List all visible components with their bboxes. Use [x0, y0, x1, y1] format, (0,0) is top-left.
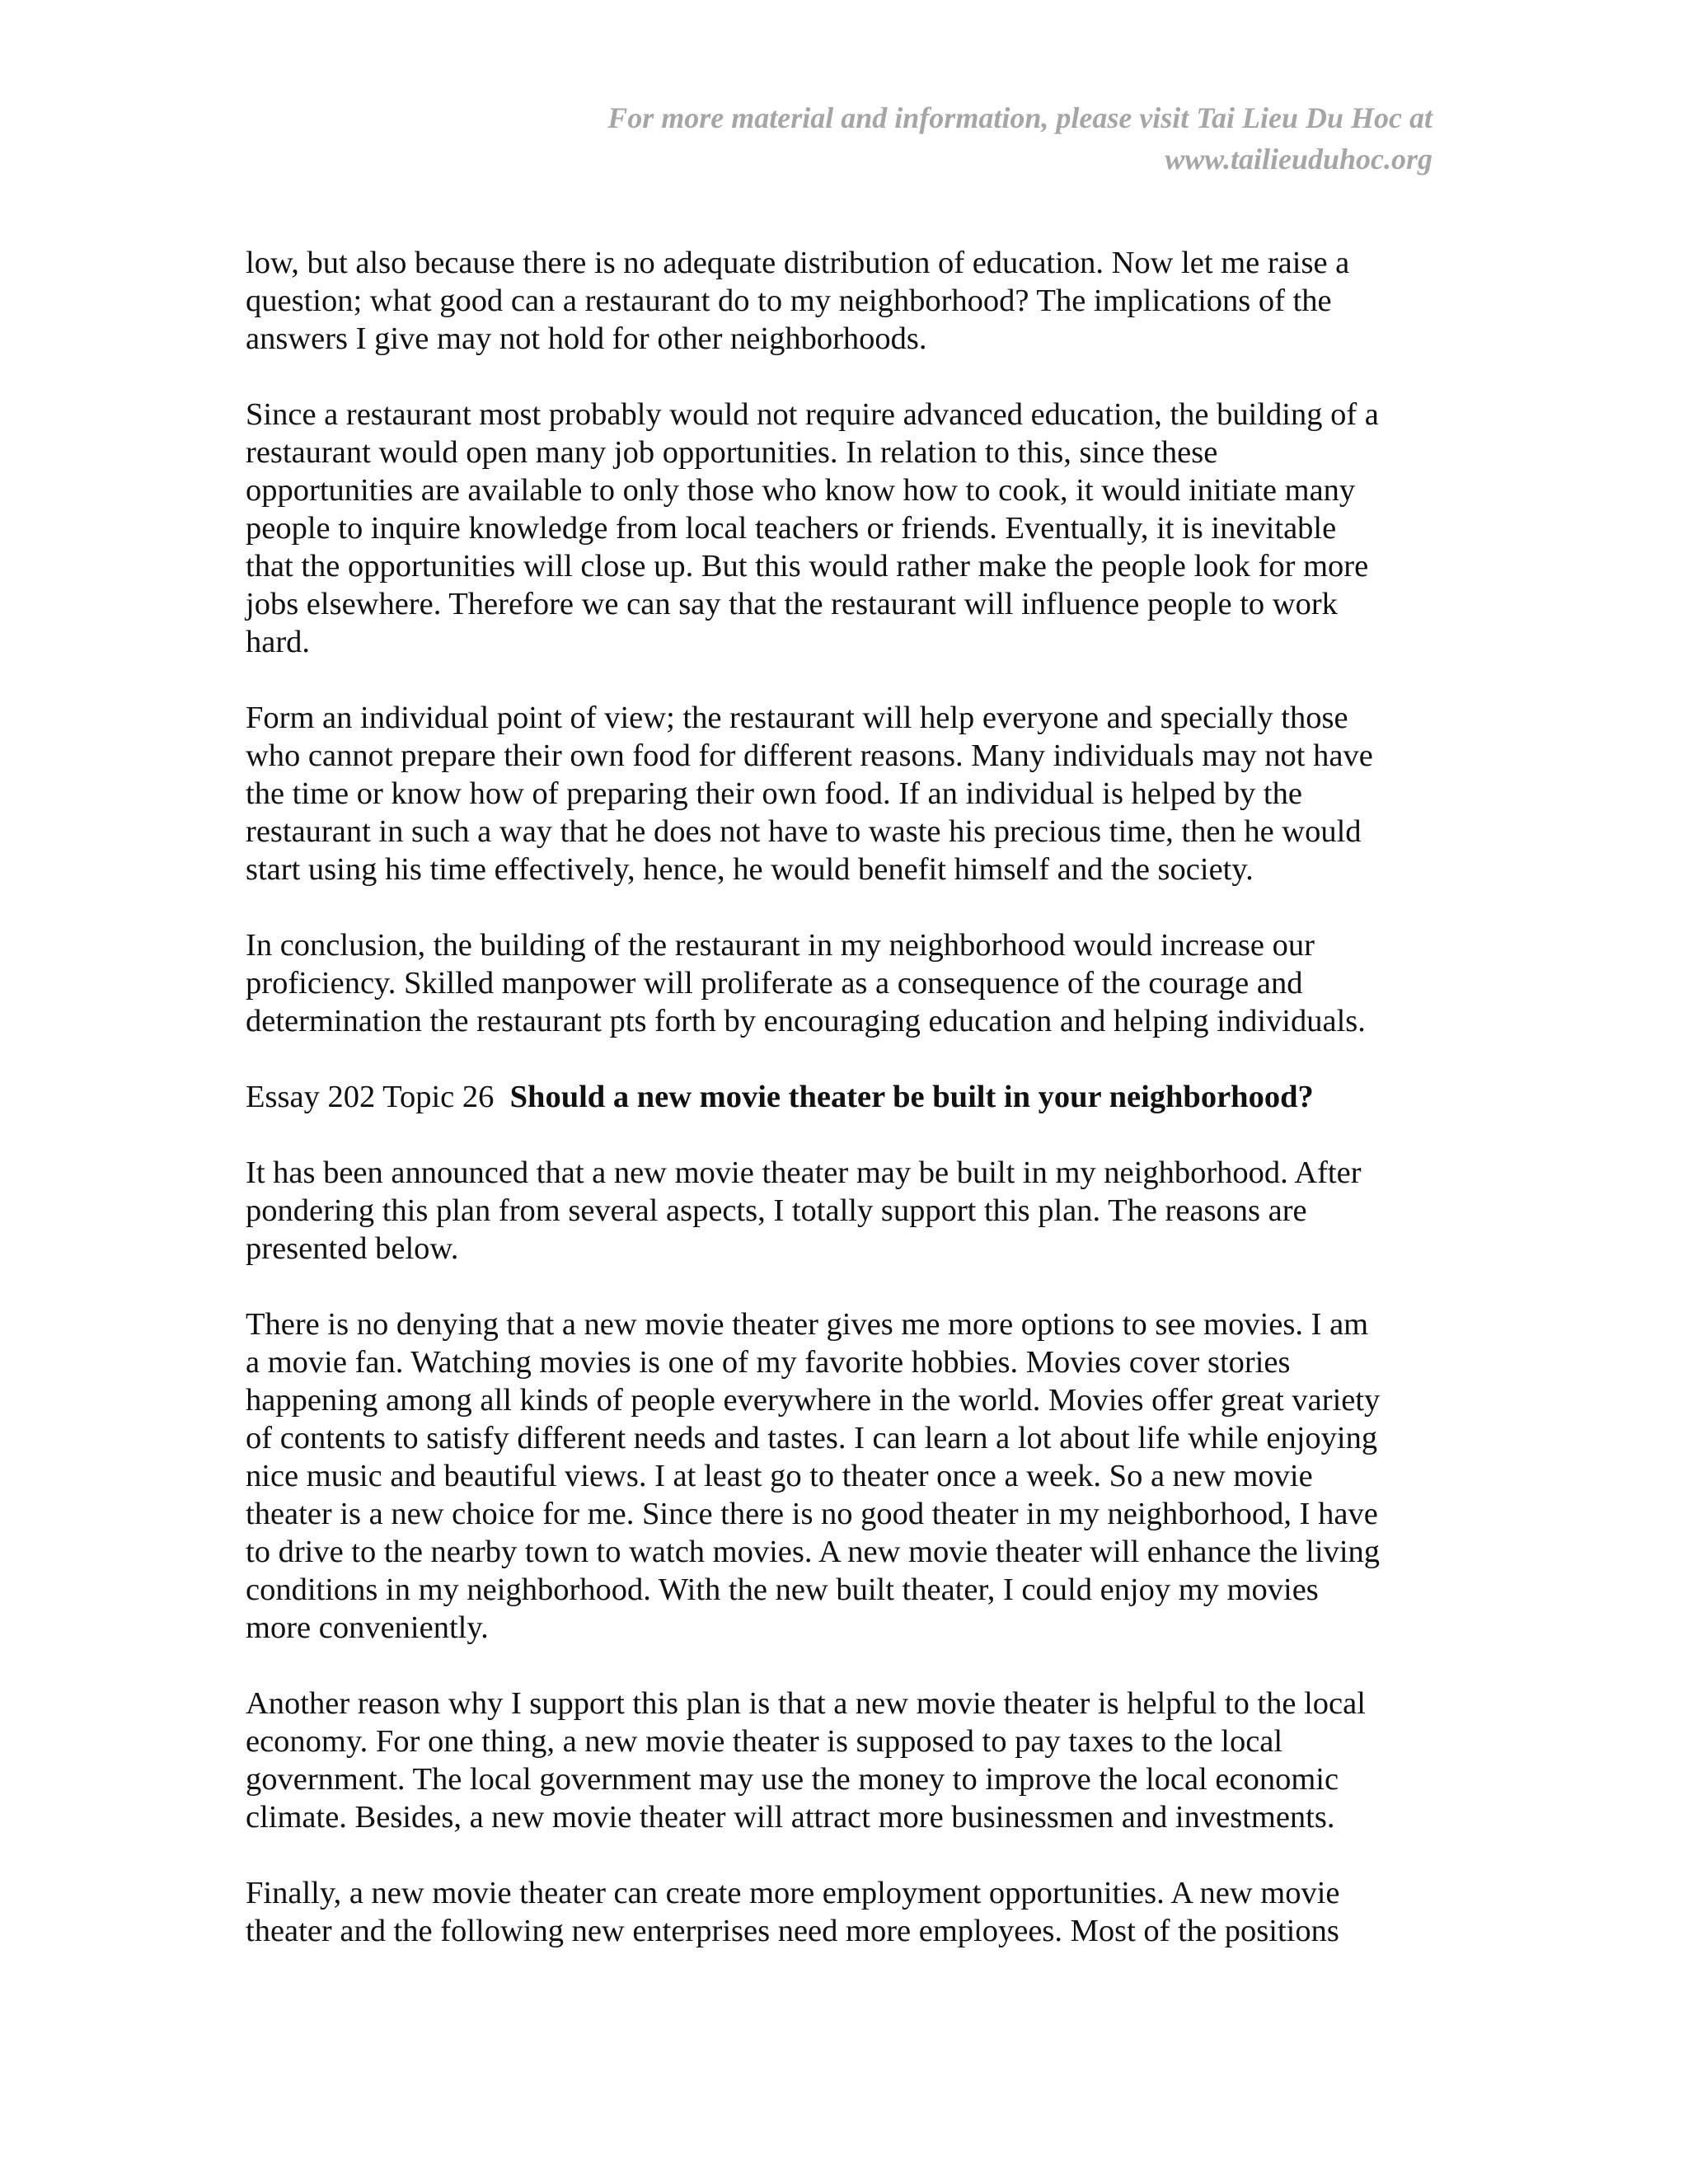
text-line: presented below.	[246, 1231, 459, 1266]
text-line: restaurant would open many job opportunities. In relation to this, since these	[246, 435, 1218, 470]
paragraph	[246, 1154, 1449, 1268]
text-line: opportunities are available to only those who know how to cook, it would initiate many	[246, 473, 1356, 508]
text-line: restaurant in such a way that he does not have to waste his precious time, then he would	[246, 814, 1362, 849]
text-line: a movie fan. Watching movies is one of my favorite hobbies. Movies cover stories	[246, 1345, 1291, 1380]
text-line: Another reason why I support this plan is that a new movie theater is helpful to the local	[246, 1686, 1366, 1721]
text-line: more conveniently.	[246, 1610, 489, 1645]
text-line: jobs elsewhere. Therefore we can say that the restaurant will influence people to work	[246, 587, 1338, 621]
header-line-1: For more material and information, please visit Tai Lieu Du Hoc at	[607, 101, 1432, 134]
text-line: It has been announced that a new movie theater may be built in my neighborhood. After	[246, 1155, 1362, 1190]
text-line: question; what good can a restaurant do to my neighborhood? The implications of the	[246, 284, 1332, 318]
text-line: determination the restaurant pts forth by encouraging education and helping individuals.	[246, 1004, 1366, 1038]
text-line: There is no denying that a new movie theater gives me more options to see movies. I am	[246, 1307, 1369, 1342]
text-line: nice music and beautiful views. I at least go to theater once a week. So a new movie	[246, 1459, 1313, 1493]
paragraph	[246, 1305, 1449, 1647]
paragraph	[246, 926, 1449, 1040]
text-line: low, but also because there is no adequate distribution of education. Now let me raise a	[246, 246, 1350, 280]
paragraph	[246, 396, 1449, 661]
text-line: pondering this plan from several aspects, I totally support this plan. The reasons are	[246, 1193, 1307, 1228]
text-line: economy. For one thing, a new movie theater is supposed to pay taxes to the local	[246, 1724, 1283, 1759]
text-line: government. The local government may use the money to improve the local economic	[246, 1762, 1339, 1797]
text-line: start using his time effectively, hence, he would benefit himself and the society.	[246, 852, 1254, 887]
text-line: of contents to satisfy different needs and tastes. I can learn a lot about life while enjoying	[246, 1421, 1378, 1455]
text-line: Finally, a new movie theater can create more employment opportunities. A new movie	[246, 1876, 1340, 1910]
text-line: happening among all kinds of people everywhere in the world. Movies offer great variety	[246, 1383, 1381, 1418]
paragraph	[246, 699, 1449, 888]
text-line: answers I give may not hold for other neighborhoods.	[246, 321, 927, 356]
text-line: theater is a new choice for me. Since there is no good theater in my neighborhood, I have	[246, 1497, 1378, 1531]
document-body	[246, 244, 1449, 1988]
text-line: theater and the following new enterprises need more employees. Most of the positions	[246, 1914, 1339, 1948]
text-line: who cannot prepare their own food for different reasons. Many individuals may not have	[246, 738, 1373, 773]
header-website: www.tailieuduhoc.org	[1165, 143, 1432, 176]
paragraph	[246, 1685, 1449, 1836]
text-line: climate. Besides, a new movie theater will attract more businessmen and investments.	[246, 1800, 1335, 1835]
text-line: hard.	[246, 625, 311, 659]
text-line: Form an individual point of view; the restaurant will help everyone and specially those	[246, 701, 1348, 735]
essay-title: Should a new movie theater be built in your neighborhood?	[509, 1080, 1314, 1114]
essay-number: Essay 202 Topic 26	[246, 1080, 495, 1114]
text-line: to drive to the nearby town to watch movies. A new movie theater will enhance the living	[246, 1535, 1381, 1569]
essay-heading	[246, 1078, 1449, 1116]
page-header	[443, 97, 1432, 180]
text-line: conditions in my neighborhood. With the new built theater, I could enjoy my movies	[246, 1572, 1319, 1607]
text-line: the time or know how of preparing their own food. If an individual is helped by the	[246, 776, 1302, 811]
text-line: people to inquire knowledge from local teachers or friends. Eventually, it is inevitable	[246, 511, 1337, 546]
text-line: In conclusion, the building of the restaurant in my neighborhood would increase our	[246, 928, 1315, 963]
paragraph	[246, 244, 1449, 358]
text-line: Since a restaurant most probably would not require advanced education, the building of a	[246, 397, 1379, 432]
text-line: that the opportunities will close up. But this would rather make the people look for more	[246, 549, 1369, 583]
paragraph	[246, 1874, 1449, 1950]
text-line: proficiency. Skilled manpower will proliferate as a consequence of the courage and	[246, 966, 1303, 1001]
